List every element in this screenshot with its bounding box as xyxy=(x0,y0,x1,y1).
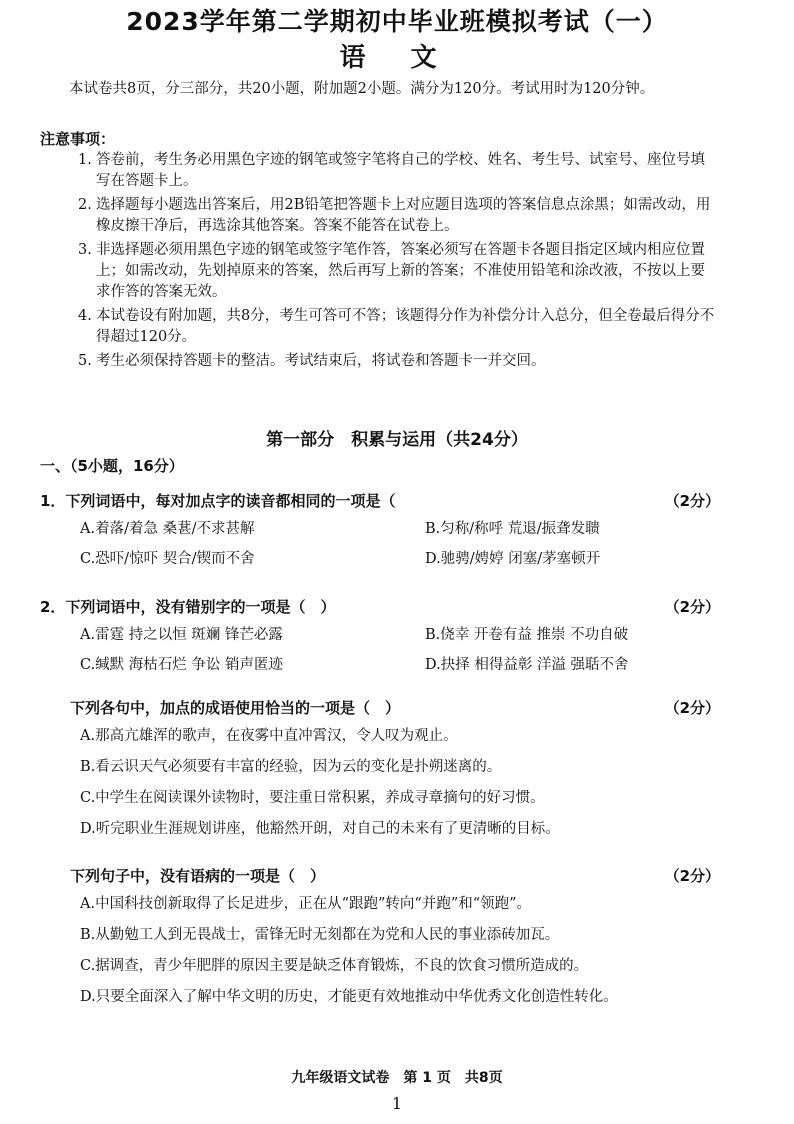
question-stem xyxy=(70,865,720,887)
page-footer: 九年级语文试卷 第 1 页 共8页 xyxy=(291,1070,503,1086)
option-c: C.据调查，青少年肥胖的原因主要是缺乏体育锻炼，不良的饮食习惯所造成的。 xyxy=(80,958,589,974)
option-b: B.从勤勉工人到无畏战士，雷锋无时无刻都在为党和人民的事业添砖加瓦。 xyxy=(80,927,560,943)
option-a: A.那高亢雄浑的歌声，在夜雾中直冲霄汉，令人叹为观止。 xyxy=(80,728,458,744)
option-a: A.中国科技创新取得了长足进步，正在从“跟跑”转向“并跑”和“领跑”。 xyxy=(80,896,532,912)
question-1 xyxy=(40,490,720,570)
note-item xyxy=(78,351,718,372)
question-4 xyxy=(70,865,720,1017)
option-b: B.看云识天气必须要有丰富的经验，因为云的变化是扑朔迷离的。 xyxy=(80,759,502,775)
part-title: 第一部分 积累与运用（共24分） xyxy=(266,430,528,450)
question-score: （2分） xyxy=(664,492,720,510)
section-title: 一、（5小题，16分） xyxy=(40,457,184,475)
exam-intro: 本试卷共8页，分三部分，共20小题，附加题2小题。满分为120分。考试用时为120分钟。 xyxy=(69,81,655,97)
question-stem xyxy=(70,697,720,719)
subject-title: 语 文 xyxy=(339,43,455,73)
option-a: A.雷霆 持之以恒 斑斓 锋芒必露 xyxy=(80,627,283,643)
option-d: D.只要全面深入了解中华文明的历史，才能更有效地推动中华优秀文化创造性转化。 xyxy=(80,989,618,1005)
note-text: 考生必须保持答题卡的整洁。考试结束后，将试卷和答题卡一并交回。 xyxy=(96,353,546,369)
option-c: C.中学生在阅读课外读物时，要注重日常积累，养成寻章摘句的好习惯。 xyxy=(80,790,545,806)
question-stem xyxy=(40,490,720,512)
question-score: （2分） xyxy=(664,699,720,717)
page-number: 1 xyxy=(391,1094,403,1113)
exam-title: 2023学年第二学期初中毕业班模拟考试（一） xyxy=(126,7,668,36)
note-text: 选择题每小题选出答案后，用2B铅笔把答题卡上对应题目选项的答案信息点涂黑；如需改动，用橡皮擦干净后，再选涂其他答案。答案不能答在试卷上。 xyxy=(96,197,711,234)
note-number: 3. xyxy=(78,242,92,258)
note-text: 答卷前，考生务必用黑色字迹的钢笔或签字笔将自己的学校、姓名、考生号、试室号、座位号填写在答题卡上。 xyxy=(96,152,705,189)
note-item xyxy=(78,240,718,303)
question-score: （2分） xyxy=(664,598,720,616)
question-text: 下列各句中，加点的成语使用恰当的一项是（ ） xyxy=(70,699,401,717)
option-b: B.匀称/称呼 荒退/振聋发聩 xyxy=(425,521,600,537)
option-d: D.驰骋/娉婷 闭塞/茅塞顿开 xyxy=(425,551,601,567)
question-text: 1．下列词语中，每对加点字的读音都相同的一项是（ xyxy=(40,492,396,510)
options xyxy=(80,624,720,676)
option-c: C.缄默 海枯石烂 争讼 销声匿迹 xyxy=(80,657,284,673)
note-number: 4. xyxy=(78,308,92,324)
note-item xyxy=(78,306,718,348)
notes-list xyxy=(78,150,718,375)
option-d: D.抉择 相得益彰 洋溢 强聒不舍 xyxy=(425,657,629,673)
question-stem xyxy=(40,596,720,618)
option-a: A.着落/着急 桑葚/不求甚解 xyxy=(80,521,255,537)
options xyxy=(80,725,720,840)
options xyxy=(80,893,720,1008)
question-text: 2．下列词语中，没有错别字的一项是（ ） xyxy=(40,598,336,616)
option-b: B.侥幸 开卷有益 推崇 不功自破 xyxy=(425,627,629,643)
question-text: 下列句子中，没有语病的一项是（ ） xyxy=(70,867,326,885)
question-score: （2分） xyxy=(664,867,720,885)
notes-title: 注意事项： xyxy=(40,130,116,148)
note-number: 1. xyxy=(78,152,92,168)
options xyxy=(80,518,720,570)
option-c: C.恐吓/惊吓 契合/锲而不舍 xyxy=(80,551,255,567)
note-number: 5. xyxy=(78,353,92,369)
note-item xyxy=(78,150,718,192)
question-3 xyxy=(70,697,720,849)
note-text: 本试卷设有附加题，共8分，考生可答可不答；该题得分作为补偿分计入总分，但全卷最后得分不得超过120分。 xyxy=(96,308,715,345)
note-number: 2. xyxy=(78,197,92,213)
option-d: D.听完职业生涯规划讲座，他豁然开朗，对自己的未来有了更清晰的目标。 xyxy=(80,821,560,837)
note-text: 非选择题必须用黑色字迹的钢笔或签字笔作答，答案必须写在答题卡各题目指定区域内相应位置上；如需改动，先划掉原来的答案，然后再写上新的答案；不准使用铅笔和涂改液，不按以上要求作答的答案无效。 xyxy=(96,242,705,300)
question-2 xyxy=(40,596,720,676)
note-item xyxy=(78,195,718,237)
